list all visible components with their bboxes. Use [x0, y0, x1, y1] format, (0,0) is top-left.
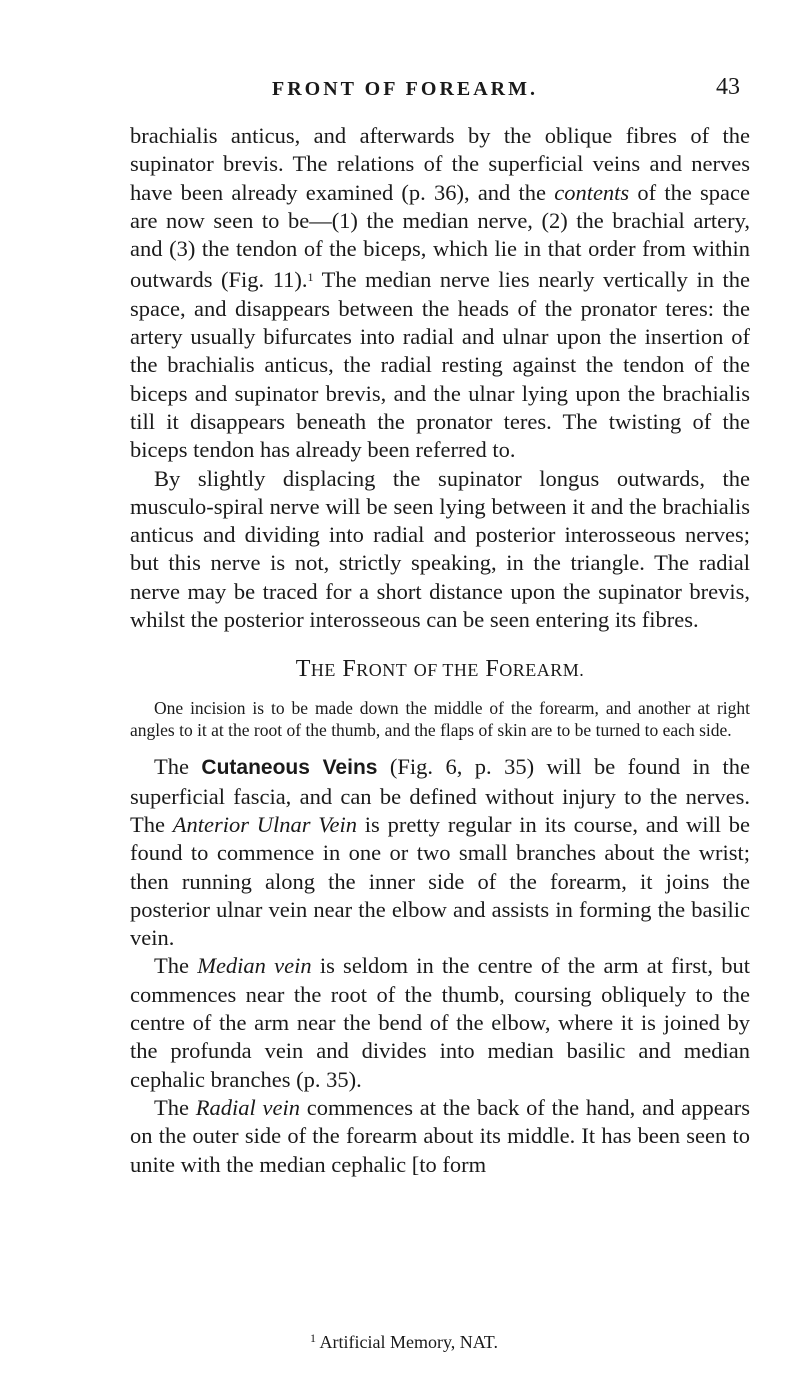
italic-term: Anterior Ulnar Vein — [172, 811, 358, 837]
heading-smallcaps: OREARM. — [499, 660, 585, 681]
paragraph-median-vein — [130, 952, 750, 1093]
text-run: brachialis anticus, and afterwards by the oblique fibres of the supinator brevis. The relations of the superficial veins and nerves have been already examined (p. 36), and the — [130, 123, 750, 205]
footnote-reference: 1 — [307, 270, 314, 285]
body-text — [130, 122, 750, 1179]
italic-term: Median vein — [197, 953, 312, 979]
section-heading — [130, 656, 750, 683]
running-head — [140, 74, 740, 108]
text-run: is seldom in the centre of the arm at first, but commences near the root of the thumb, coursing obliquely to the centre of the arm near the bend of the elbow, where it is joined by the profunda vein and divides into median basilic and median cephalic branches (p. 35). — [130, 953, 750, 1092]
paragraph-contents-of-space — [130, 122, 750, 465]
text-run: The median nerve lies nearly vertically in the space, and disappears between the heads of the pronator teres: the artery usually bifurcates into radial and ulnar upon the insertion of the brachialis anticus, the radial resting against the tendon of the biceps and supinator brevis, and the ulnar lying upon the brachialis till it disappears beneath the pronator teres. The twisting of the biceps tendon has already been referred to. — [130, 267, 750, 463]
heading-cap: F — [485, 656, 500, 683]
text-run: The — [154, 953, 198, 979]
paragraph-musculo-spiral: By slightly displacing the supinator longus outwards, the musculo-spiral nerve will be seen lying between it and the brachialis anticus and dividing into radial and posterior interosseous nerves; but this nerve is not, strictly speaking, in the triangle. The radial nerve may be traced for a short distance upon the supinator brevis, whilst the posterior interosseous can be seen entering its fibres. — [130, 465, 750, 633]
italic-term: contents — [554, 179, 630, 205]
text-run: is pretty regular in its course, and will be found to commence in one or two small branches about the wrist; then running along the inner side of the forearm, it joins the posterior ulnar vein near the elbow and assists in forming the basilic vein. — [130, 811, 750, 951]
italic-term: Radial vein — [195, 1094, 300, 1120]
footnote-mark: 1 — [310, 1331, 316, 1345]
heading-smallcaps: OF THE — [413, 660, 479, 681]
text-run: The — [154, 754, 202, 780]
text-run: commences at the back of the hand, and appears on the outer side of the forearm about its middle. It has been seen to unite with the median cephalic [to form — [130, 1094, 750, 1177]
running-title: FRONT OF FOREARM. — [272, 78, 538, 100]
bold-term: Cutaneous Veins — [201, 756, 378, 780]
text-run: The — [154, 1094, 196, 1120]
page-number: 43 — [716, 74, 740, 100]
heading-smallcaps: HE — [310, 660, 336, 681]
footnote — [310, 1331, 498, 1353]
text-run: of the space are now seen to be—(1) the median nerve, (2) the brachial artery, and (3) the tendon of the biceps, which lie in that order from within outwards (Fig. 11). — [130, 179, 750, 293]
paragraph-cutaneous-veins — [130, 753, 750, 952]
footnote-text: Artificial Memory, NAT. — [316, 1332, 498, 1352]
text-run: (Fig. 6, p. 35) will be found in the superficial fascia, and can be defined without injury to the nerves. The — [130, 754, 750, 837]
heading-smallcaps: RONT — [356, 660, 408, 681]
paragraph-radial-vein — [130, 1094, 750, 1179]
heading-cap: T — [295, 656, 311, 683]
heading-cap: F — [342, 656, 357, 683]
dissection-instructions: One incision is to be made down the middle of the forearm, and another at right angles to it at the root of the thumb, and the flaps of skin are to be turned to each side. — [130, 698, 750, 741]
